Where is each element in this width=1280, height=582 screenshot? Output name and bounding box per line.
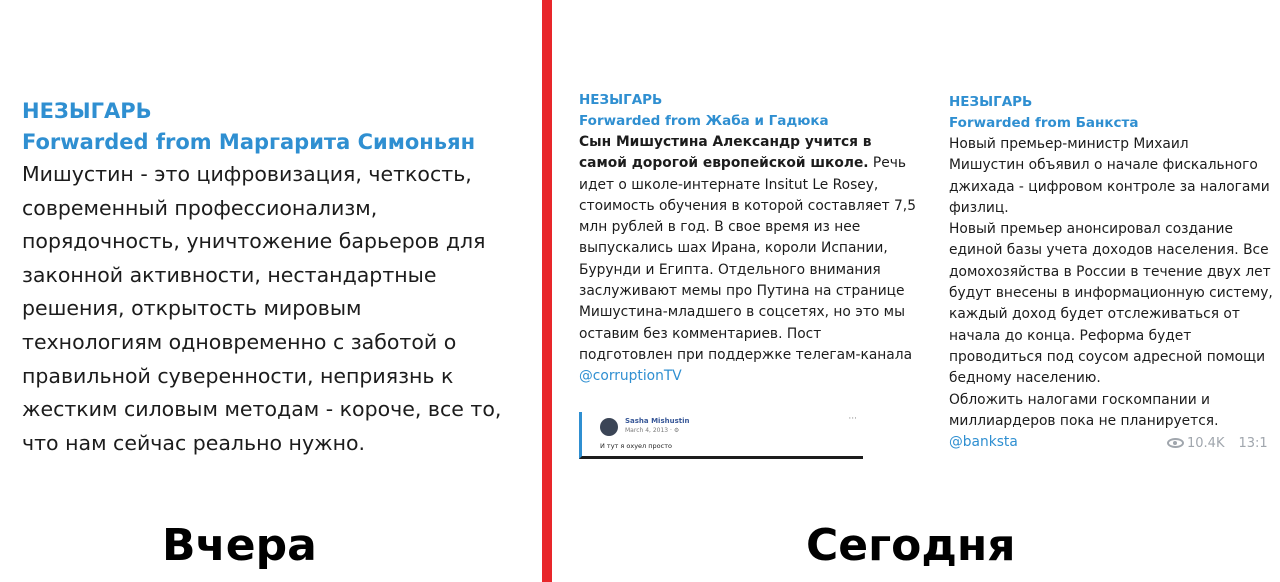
post-paragraph: Обложить налогами госкомпании и миллиардеров пока не планируется.	[949, 391, 1219, 429]
post-text	[579, 132, 919, 388]
embedded-screenshot[interactable]	[579, 412, 863, 459]
embed-author: Sasha Mishustin	[625, 417, 690, 425]
middle-post	[579, 90, 919, 388]
post-time: 13:1	[1238, 436, 1268, 451]
post-text: Мишустин - это цифровизация, четкость, современный профессионализм, порядочность, уничтожение барьеров для законной активности, нестандартные решения, открытость мировым технологиям одновременно с заботой о правильной суверенности, неприязнь к жестким силовым методам - короче, все то, что нам сейчас реально нужно.	[22, 162, 502, 455]
post-body: Речь идет о школе-интернате Insitut Le Rosey, стоимость обучения в которой составляет 7,5 млн рублей в год. В свое время из нее выпускались шах Ирана, короли Испании, Бурунди и Египта. Отдельного внимания заслуживают мемы про Путина на странице Мишустина-младшего в соцсетях, но это мы оставим без комментариев. Пост подготовлен при поддержке телегам-канала	[579, 155, 916, 363]
view-count: 10.4K	[1187, 436, 1225, 451]
forwarded-from[interactable]: Forwarded from Банкста	[949, 115, 1139, 131]
post-text	[949, 134, 1280, 453]
post-lead: Сын Мишустина Александр учится в самой дорогой европейской школе.	[579, 134, 872, 172]
channel-name[interactable]: НЕЗЫГАРЬ	[579, 92, 663, 108]
caption-today: Сегодня	[806, 520, 1016, 571]
caption-yesterday: Вчера	[162, 520, 317, 571]
channel-name[interactable]: НЕЗЫГАРЬ	[22, 99, 152, 123]
forwarded-from[interactable]: Forwarded from Жаба и Гадюка	[579, 113, 829, 129]
channel-link[interactable]: @corruptionTV	[579, 368, 682, 385]
avatar	[600, 418, 618, 436]
embed-text: И тут я охуел просто	[600, 442, 672, 450]
embed-date: March 4, 2013 · ⚙	[625, 427, 680, 434]
channel-link[interactable]: @banksta	[949, 434, 1018, 451]
forwarded-from[interactable]: Forwarded from Маргарита Симоньян	[22, 130, 476, 154]
post-paragraph: Новый премьер-министр Михаил Мишустин объявил о начале фискального джихада - цифровом контроле за налогами физлиц.	[949, 136, 1270, 216]
red-divider	[542, 0, 552, 582]
post-paragraph: Новый премьер анонсировал создание единой базы учета доходов населения. Все домохозяйства в России в течение двух лет будут внесены в информационную систему, каждый доход будет отслеживаться от начала до конца. Реформа будет проводиться под соусом адресной помощи бедному населению.	[949, 221, 1273, 387]
right-post	[949, 92, 1280, 453]
post-meta	[1167, 436, 1268, 451]
more-icon: ···	[848, 414, 857, 424]
eye-icon	[1167, 438, 1184, 448]
left-post	[22, 96, 537, 460]
channel-name[interactable]: НЕЗЫГАРЬ	[949, 94, 1033, 110]
